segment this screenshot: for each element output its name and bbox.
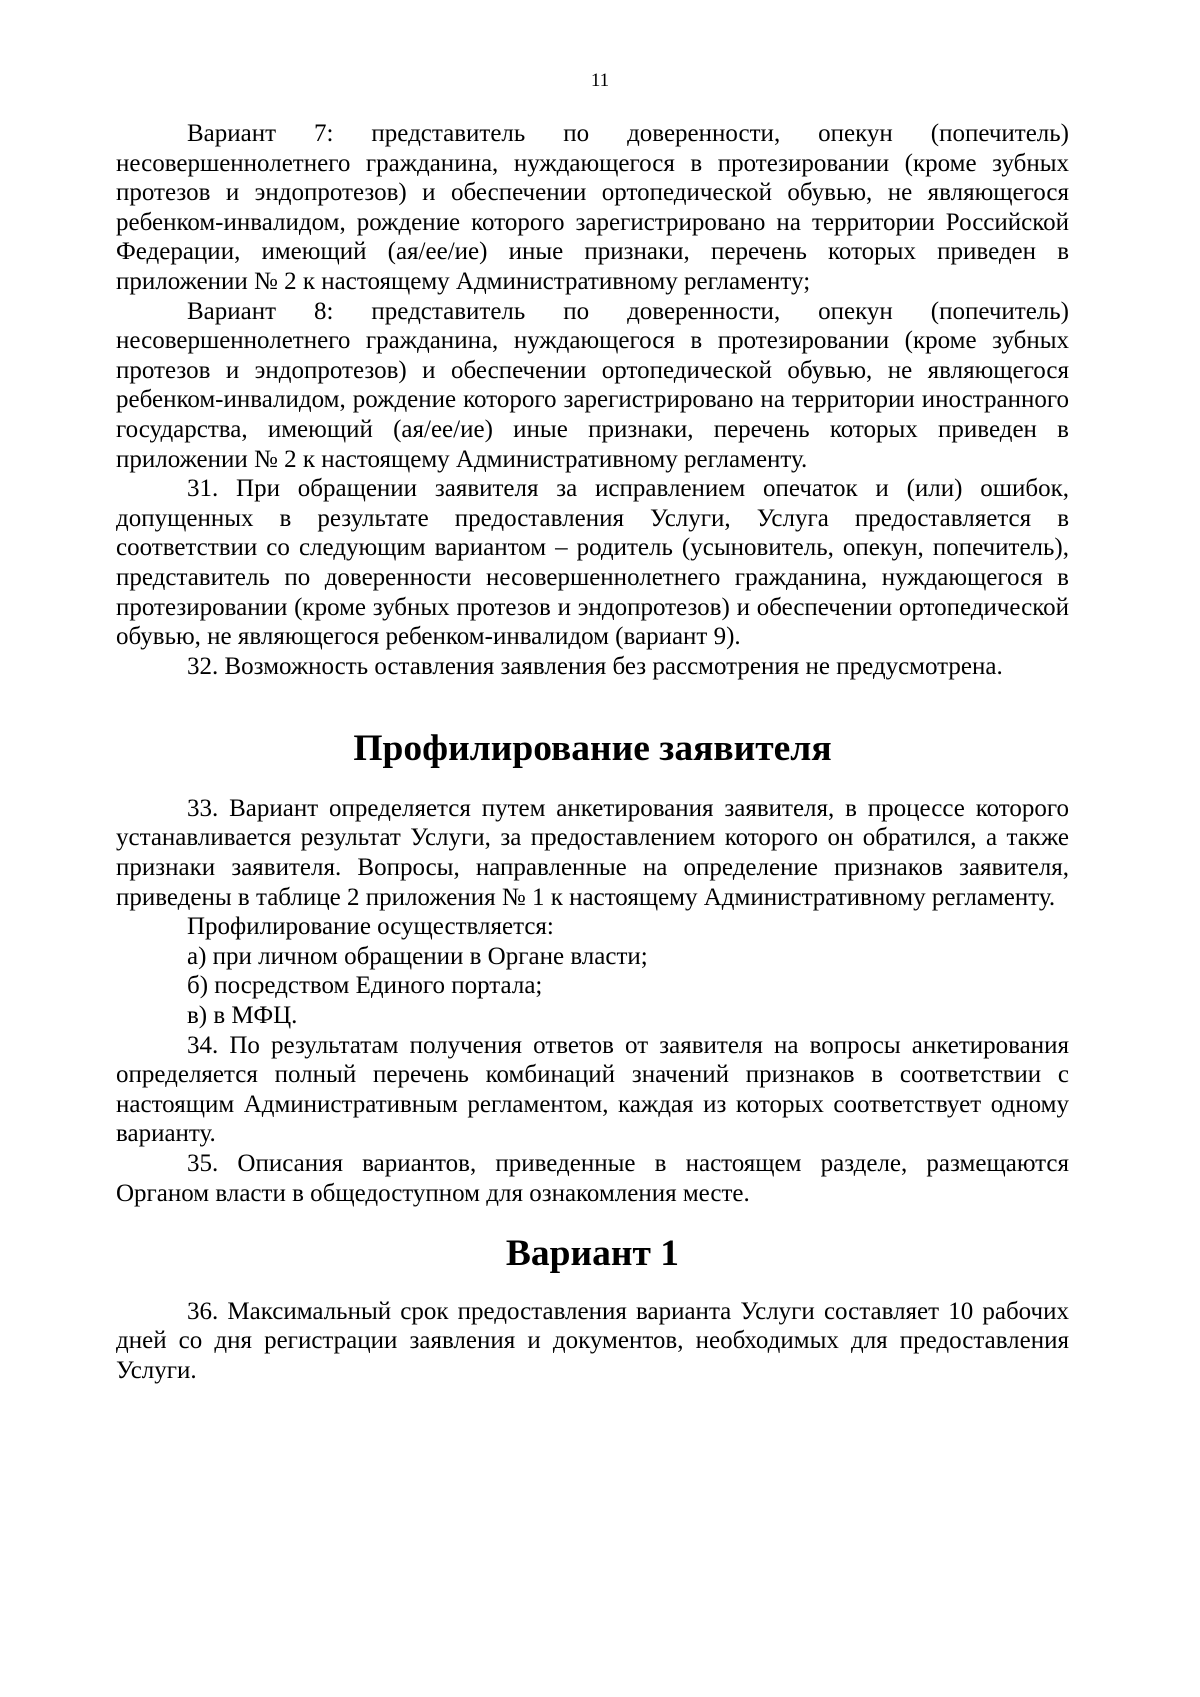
paragraph-variant-7: Вариант 7: представитель по доверенности, опекун (попечитель) несовершеннолетнего гражданина, нуждающегося в протезировании (кроме зубных протезов и эндопротезов) и обеспечении ортопедической обувью, не являющегося ребенком-инвалидом, рождение которого зарегистрировано на территории Российской Федерации, имеющий (ая/ее/ие) иные признаки, перечень которых приведен в приложении № 2 к настоящему Административному регламенту; <box>116 120 1069 295</box>
paragraph-31: 31. При обращении заявителя за исправлением опечаток и (или) ошибок, допущенных в результате предоставления Услуги, Услуга предоставляется в соответствии со следующим вариантом – родитель (усыновитель, опекун, попечитель), представитель по доверенности несовершеннолетнего гражданина, нуждающегося в протезировании (кроме зубных протезов и эндопротезов) и обеспечении ортопедической обувью, не являющегося ребенком-инвалидом (вариант 9). <box>116 475 1069 651</box>
page-number: 11 <box>590 70 610 91</box>
paragraph-35: 35. Описания вариантов, приведенные в настоящем разделе, размещаются Органом власти в общедоступном для ознакомления месте. <box>116 1150 1069 1207</box>
paragraph-33: 33. Вариант определяется путем анкетирования заявителя, в процессе которого устанавливается результат Услуги, за предоставлением которого он обратился, а также признаки заявителя. Вопросы, направленные на определение признаков заявителя, приведены в таблице 2 приложения № 1 к настоящему Административному регламенту. <box>116 794 1069 911</box>
section-heading-variant-1: Вариант 1 <box>505 1233 680 1275</box>
section-heading-profiling: Профилирование заявителя <box>353 728 832 770</box>
paragraph-profiling-intro: Профилирование осуществляется: <box>187 913 554 941</box>
paragraph-32: 32. Возможность оставления заявления без рассмотрения не предусмотрена. <box>187 652 1003 680</box>
document-body <box>116 119 1069 1386</box>
list-item-a: а) при личном обращении в Органе власти; <box>187 942 648 970</box>
paragraph-34: 34. По результатам получения ответов от заявителя на вопросы анкетирования определяется полный перечень комбинаций значений признаков в соответствии с настоящим Административным регламентом, каждая из которых соответствует одному варианту. <box>116 1031 1069 1148</box>
list-item-b: б) посредством Единого портала; <box>187 972 543 1000</box>
paragraph-variant-8: Вариант 8: представитель по доверенности, опекун (попечитель) несовершеннолетнего гражданина, нуждающегося в протезировании (кроме зубных протезов и эндопротезов) и обеспечении ортопедической обувью, не являющегося ребенком-инвалидом, рождение которого зарегистрировано на территории иностранного государства, имеющий (ая/ее/ие) иные признаки, перечень которых приведен в приложении № 2 к настоящему Административному регламенту. <box>116 297 1069 473</box>
list-item-v: в) в МФЦ. <box>187 1002 298 1030</box>
paragraph-36: 36. Максимальный срок предоставления варианта Услуги составляет 10 рабочих дней со дня регистрации заявления и документов, необходимых для предоставления Услуги. <box>116 1297 1069 1384</box>
